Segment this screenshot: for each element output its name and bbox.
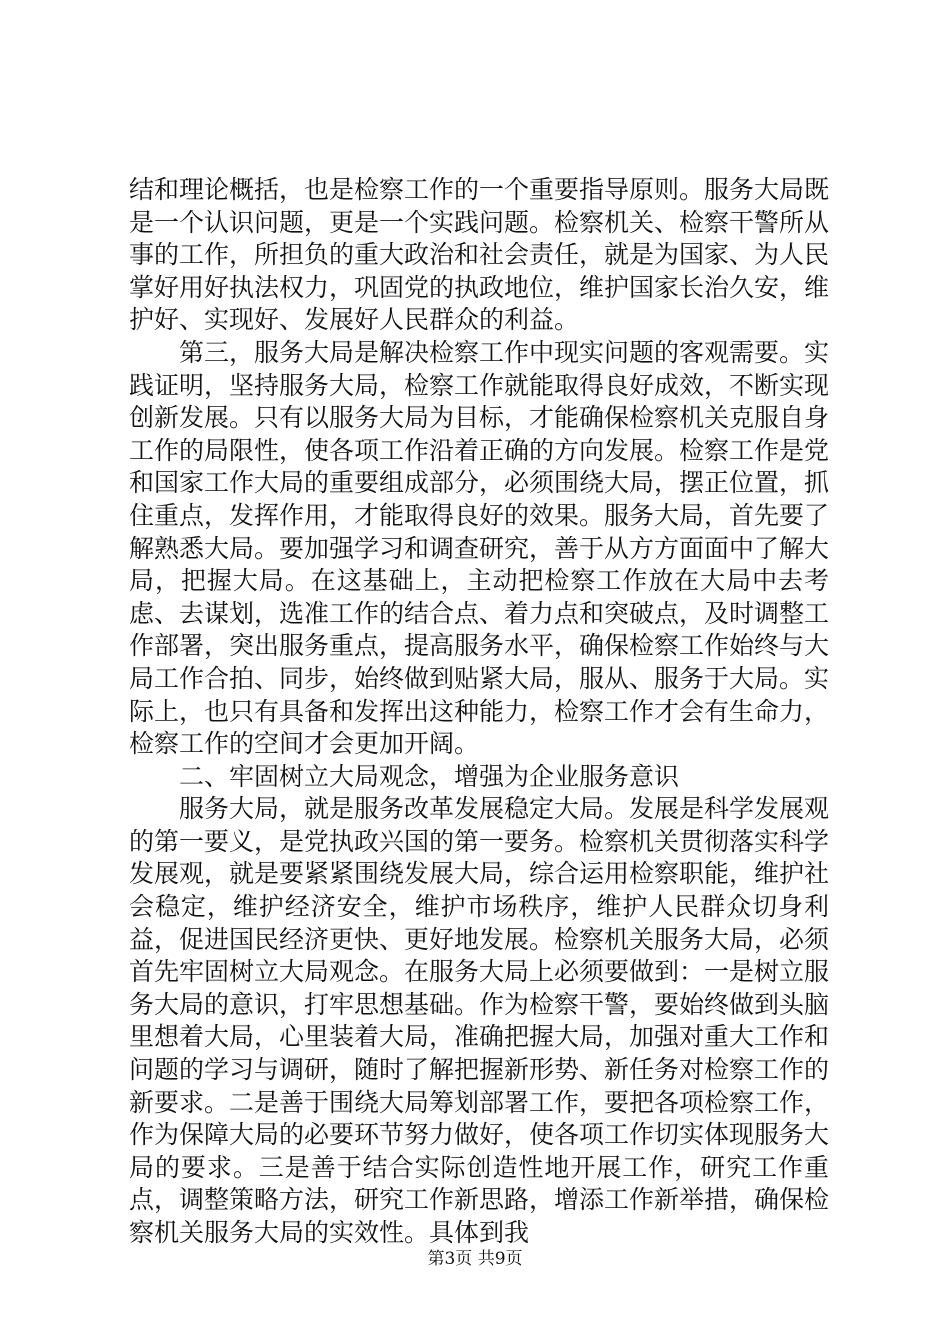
paragraph-third-point: 第三，服务大局是解决检察工作中现实问题的客观需要。实践证明，坚持服务大局，检察工作就能取得良好成效，不断实现创新发展。只有以服务大局为目标，才能确保检察机关克服自身工作的局限性，使各项工作沿着正确的方向发展。检察工作是党和国家工作大局的重要组成部分，必须围绕大局，摆正位置，抓住重点，发挥作用，才能取得良好的效果。服务大局，首先要了解熟悉大局。要加强学习和调查研究，善于从方方面面中了解大局，把握大局。在这基础上，主动把检察工作放在大局中去考虑、去谋划，选准工作的结合点、着力点和突破点，及时调整工作部署，突出服务重点，提高服务水平，确保检察工作始终与大局工作合拍、同步，始终做到贴紧大局，服从、服务于大局。实际上，也只有具备和发挥出这种能力，检察工作才会有生命力，检察工作的空间才会更加开阔。 xyxy=(129,337,830,759)
paragraph-continued: 结和理论概括，也是检察工作的一个重要指导原则。服务大局既是一个认识问题，更是一个实践问题。检察机关、检察干警所从事的工作，所担负的重大政治和社会责任，就是为国家、为人民掌好用好执法权力，巩固党的执政地位，维护国家长治久安，维护好、实现好、发展好人民群众的利益。 xyxy=(129,175,830,335)
section-heading: 二、牢固树立大局观念，增强为企业服务意识 xyxy=(179,761,680,791)
page-number-footer: 第3页 共9页 xyxy=(427,1249,523,1269)
document-body xyxy=(129,174,829,1250)
paragraph-service-overall: 服务大局，就是服务改革发展稳定大局。发展是科学发展观的第一要义，是党执政兴国的第一要务。检察机关贯彻落实科学发展观，就是要紧紧围绕发展大局，综合运用检察职能，维护社会稳定，维护经济安全，维护市场秩序，维护人民群众切身利益，促进国民经济更快、更好地发展。检察机关服务大局，必须首先牢固树立大局观念。在服务大局上必须要做到：一是树立服务大局的意识，打牢思想基础。作为检察干警，要始终做到头脑里想着大局，心里装着大局，准确把握大局，加强对重大工作和问题的学习与调研，随时了解把握新形势、新任务对检察工作的新要求。二是善于围绕大局筹划部署工作，要把各项检察工作，作为保障大局的必要环节努力做好，使各项工作切实体现服务大局的要求。三是善于结合实际创造性地开展工作，研究工作重点，调整策略方法，研究工作新思路，增添工作新举措，确保检察机关服务大局的实效性。具体到我 xyxy=(129,794,830,1247)
